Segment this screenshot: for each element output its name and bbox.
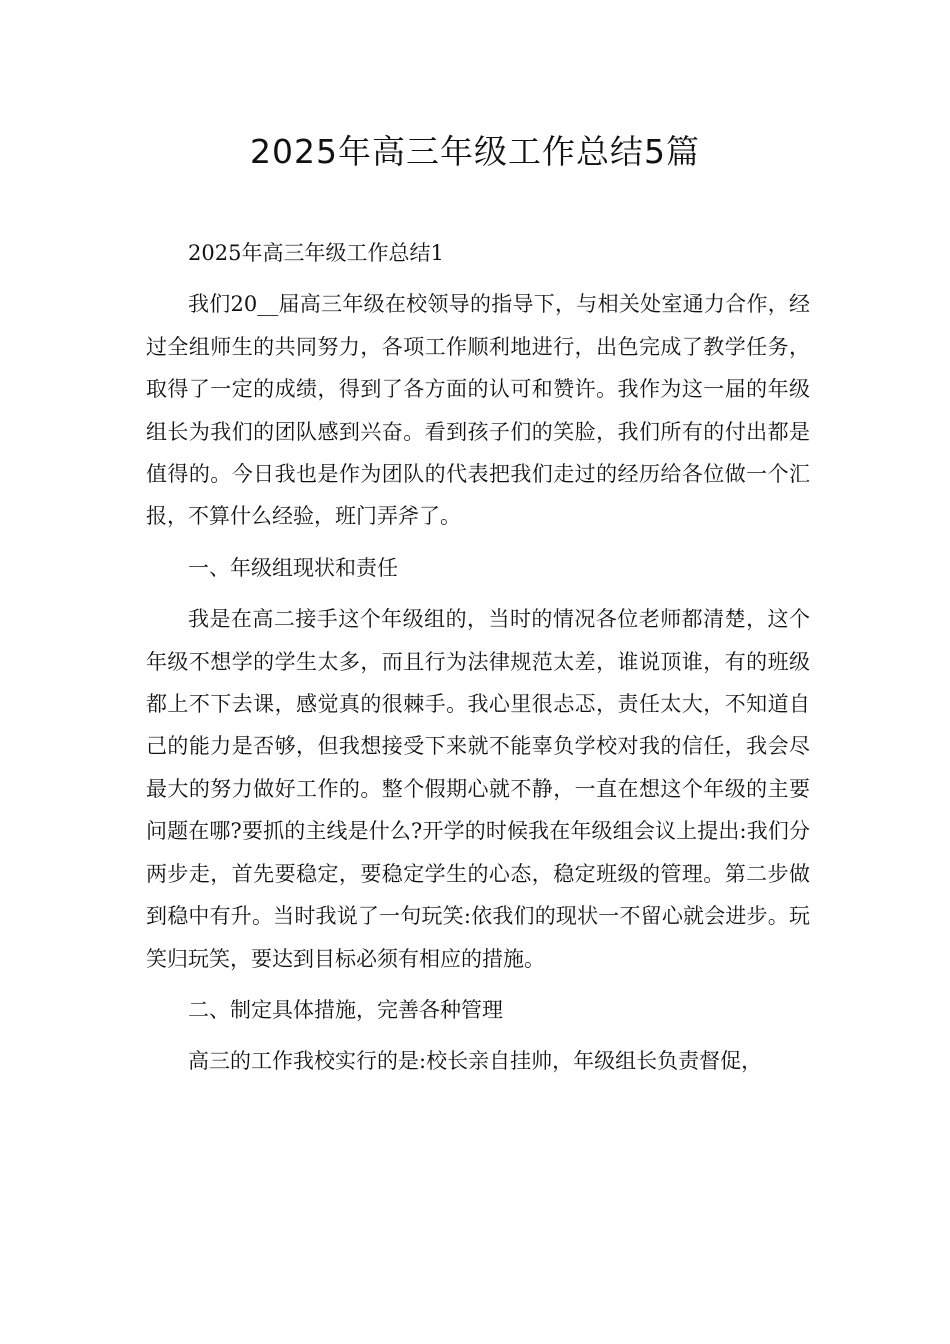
paragraph-section-2: 高三的工作我校实行的是:校长亲自挂帅，年级组长负责督促，	[188, 1049, 763, 1074]
section-subtitle: 2025年高三年级工作总结1	[188, 241, 444, 265]
document-body	[146, 232, 810, 1092]
paragraph-section-1: 我是在高二接手这个年级组的，当时的情况各位老师都清楚，这个年级不想学的学生太多，而且行为法律规范太差，谁说顶谁，有的班级都上不下去课，感觉真的很棘手。我心里很忐忑，责任太大，不知道自己的能力是否够，但我想接受下来就不能辜负学校对我的信任，我会尽最大的努力做好工作的。整个假期心就不静，一直在想这个年级的主要问题在哪?要抓的主线是什么?开学的时候我在年级组会议上提出:我们分两步走，首先要稳定，要稳定学生的心态，稳定班级的管理。第二步做到稳中有升。当时我说了一句玩笑:依我们的现状一不留心就会进步。玩笑归玩笑，要达到目标必须有相应的措施。	[146, 607, 810, 971]
paragraph-intro: 我们20__届高三年级在校领导的指导下，与相关处室通力合作，经过全组师生的共同努力，各项工作顺利地进行，出色完成了教学任务，取得了一定的成绩，得到了各方面的认可和赞许。我作为这一届的年级组长为我们的团队感到兴奋。看到孩子们的笑脸，我们所有的付出都是值得的。今日我也是作为团队的代表把我们走过的经历给各位做一个汇报，不算什么经验，班门弄斧了。	[146, 292, 810, 529]
document-title: 2025年高三年级工作总结5篇	[250, 132, 700, 171]
section-heading-1: 一、年级组现状和责任	[188, 555, 398, 580]
section-heading-2: 二、制定具体措施，完善各种管理	[188, 997, 503, 1022]
